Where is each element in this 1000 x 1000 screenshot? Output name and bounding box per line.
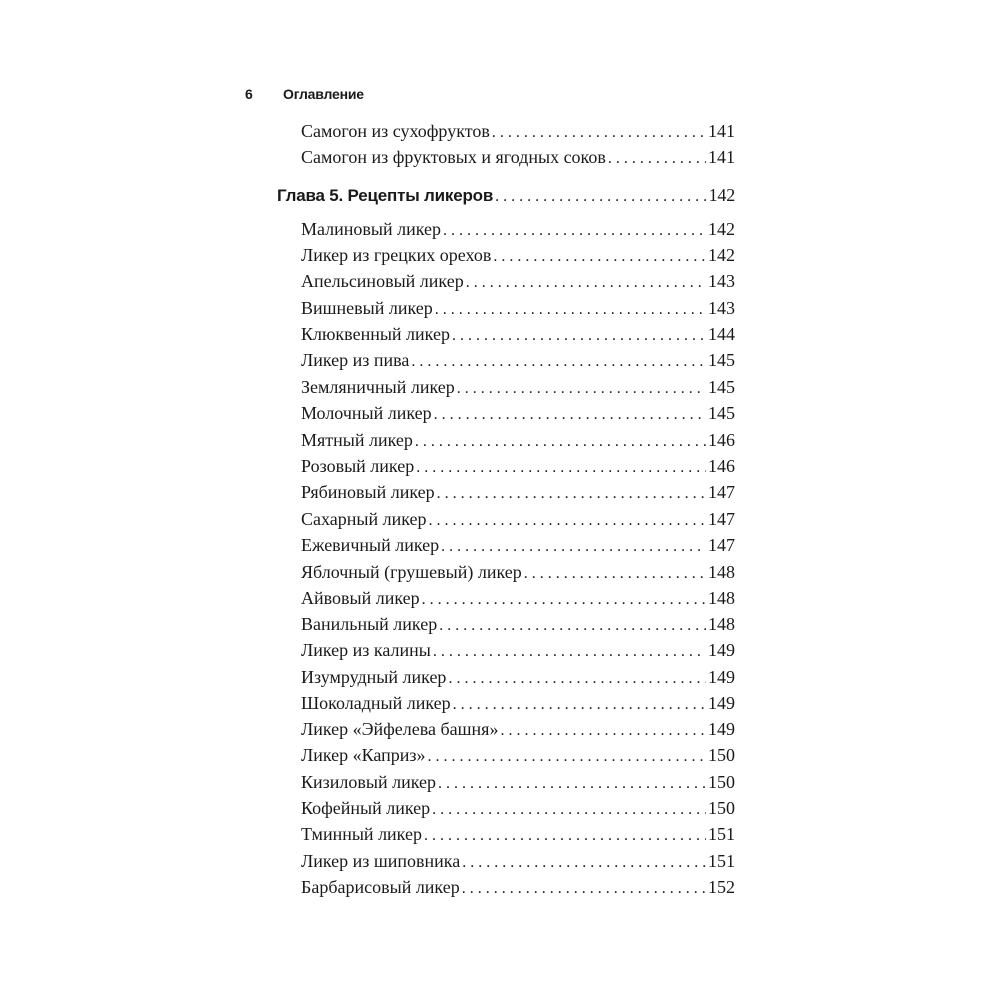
toc-entry-title: Мятный ликер [301,430,413,450]
toc-entry-title: Ликер из калины [301,640,431,660]
dot-leader [415,431,706,453]
dot-leader [422,589,706,611]
toc-entry-page: 146 [708,430,735,450]
toc-entry-title: Земляничный ликер [301,377,455,397]
toc-entry-page: 145 [708,350,735,370]
dot-leader [500,720,706,742]
toc-entry [301,402,735,426]
toc-entry [301,587,735,611]
dot-leader [424,825,706,847]
toc-entry-page: 145 [708,377,735,397]
toc-entry-page: 147 [708,482,735,502]
toc-entry [301,744,735,768]
dot-leader [492,122,706,144]
toc-entry-title: Шоколадный ликер [301,693,451,713]
toc-entry [301,376,735,400]
toc-entry [301,218,735,242]
toc-entry [301,534,735,558]
toc-entry-title: Клюквенный ликер [301,324,450,344]
toc-entry-page: 151 [708,824,735,844]
toc-entry-title: Рябиновый ликер [301,482,435,502]
toc-entry-title: Ликер из пива [301,350,410,370]
toc-entry-page: 148 [708,588,735,608]
toc-entry-title: Самогон из фруктовых и ягодных соков [301,147,606,167]
toc-entry [301,481,735,505]
dot-leader [441,536,706,558]
toc-entry-page: 150 [708,798,735,818]
toc-entry-page: 151 [708,851,735,871]
page-number: 6 [245,86,253,102]
toc-entry-title: Кофейный ликер [301,798,431,818]
toc-entry-title: Молочный ликер [301,403,432,423]
toc-entry-page: 149 [708,667,735,687]
dot-leader [439,615,706,637]
dot-leader [435,299,706,321]
toc-entry-page: 148 [708,562,735,582]
dot-leader [433,641,706,663]
toc-entry-page: 142 [708,185,735,205]
dot-leader [432,799,706,821]
toc-entry-title: Ликер «Эйфелева башня» [301,719,499,739]
dot-leader [608,148,706,170]
dot-leader [437,483,706,505]
toc-entry [301,455,735,479]
toc-entry-page: 143 [708,271,735,291]
toc-entry [301,349,735,373]
dot-leader [411,351,706,373]
toc-entry-title: Ликер «Каприз» [301,745,426,765]
toc-entry-page: 141 [708,121,735,141]
dot-leader [493,246,706,268]
toc-entry-title: Ванильный ликер [301,614,438,634]
toc-entry [301,639,735,663]
toc-entry [301,323,735,347]
toc-entry-page: 142 [708,245,735,265]
toc-entry [301,297,735,321]
dot-leader [495,186,707,208]
toc-entry-page: 147 [708,509,735,529]
toc-entry-title: Розовый ликер [301,456,415,476]
toc-entry-page: 149 [708,640,735,660]
toc-entry-title: Барбарисовый ликер [301,877,460,897]
toc-entry-title: Айвовый ликер [301,588,420,608]
dot-leader [457,378,706,400]
toc-entry-title: Малиновый ликер [301,219,442,239]
toc-entry-page: 142 [708,219,735,239]
toc-entry-page: 144 [708,324,735,344]
toc-entry-title: Яблочный (грушевый) ликер [301,562,522,582]
toc-entry [301,146,735,170]
toc-entry [301,850,735,874]
toc-entry [301,244,735,268]
toc-entry [301,823,735,847]
toc-entry-page: 147 [708,535,735,555]
toc-entry-title: Кизиловый ликер [301,772,436,792]
toc-entry-page: 149 [708,693,735,713]
toc-entry [301,771,735,795]
toc-entry-page: 150 [708,745,735,765]
toc-entry-title: Самогон из сухофруктов [301,121,490,141]
toc-entry-title: Апельсиновый ликер [301,271,464,291]
toc-entry-page: 148 [708,614,735,634]
toc-entry-title: Ликер из шиповника [301,851,461,871]
toc-entry-title: Тминный ликер [301,824,422,844]
dot-leader [452,325,706,347]
toc-entry [301,797,735,821]
toc-entry [301,429,735,453]
dot-leader [453,694,706,716]
toc-entry-page: 152 [708,877,735,897]
toc-entry-title: Глава 5. Рецепты ликеров [277,186,494,205]
running-header [245,86,364,102]
toc-entry [301,120,735,144]
toc-entry [301,666,735,690]
toc-entry-page: 150 [708,772,735,792]
toc-entry [301,692,735,716]
toc-entry-page: 146 [708,456,735,476]
toc-entry-title: Ежевичный ликер [301,535,440,555]
toc-entry [301,718,735,742]
dot-leader [434,404,706,426]
dot-leader [429,510,706,532]
dot-leader [448,668,706,690]
dot-leader [438,773,706,795]
dot-leader [466,272,706,294]
dot-leader [416,457,706,479]
dot-leader [524,563,706,585]
toc-entry [301,270,735,294]
toc-entry-page: 145 [708,403,735,423]
toc-entry-page: 149 [708,719,735,739]
toc-entry [301,613,735,637]
toc-entry [301,561,735,585]
toc-entry-page: 143 [708,298,735,318]
toc-entry-page: 141 [708,147,735,167]
toc-entry-title: Изумрудный ликер [301,667,447,687]
toc-entry-title: Сахарный ликер [301,509,427,529]
running-header-title: Оглавление [283,86,364,102]
dot-leader [428,746,706,768]
toc-entry-title: Вишневый ликер [301,298,433,318]
toc-entry [301,876,735,900]
dot-leader [443,220,706,242]
toc-chapter-heading [277,184,735,208]
dot-leader [462,878,706,900]
dot-leader [462,852,706,874]
toc-entry [301,508,735,532]
toc-entry-title: Ликер из грецких орехов [301,245,492,265]
